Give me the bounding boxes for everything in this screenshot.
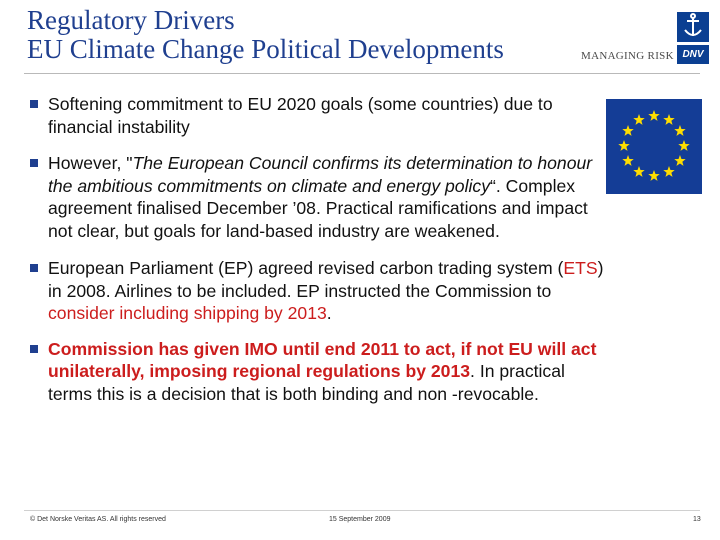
flag-star-icon [618,140,629,151]
flag-star-icon [674,125,685,136]
bullet-item [30,338,605,406]
dnv-wordmark [677,45,709,64]
bullet-list [30,93,605,405]
bullet-item [30,152,605,242]
flag-star-icon [633,166,644,177]
council-quote: The European Council confirms its determination to honour the ambitious commitments on climate and energy policy [48,153,593,196]
page-number: 13 [693,516,701,523]
dnv-logo-text: DNV [682,49,704,60]
bullet-text-part1: European Parliament (EP) agreed revised carbon trading system ( [48,258,564,278]
flag-star-icon [622,125,633,136]
flag-star-icon [633,114,644,125]
flag-star-icon [648,170,659,181]
square-bullet-icon [30,345,38,353]
page-title [27,6,567,64]
bullet-text-lead: However, " [48,153,133,173]
ets-highlight: ETS [563,258,598,278]
shipping-highlight: consider including shipping by 2013 [48,303,327,323]
title-line-1: Regulatory Drivers [27,5,235,35]
bullet-text-rest: . In practical terms this is a decision that is both binding and non -revocable. [48,361,565,404]
bullet-text: Softening commitment to EU 2020 goals (some countries) due to financial instability [48,94,553,137]
footer-copyright: © Det Norske Veritas AS. All rights reserved [30,516,166,523]
footer-divider [24,510,700,511]
flag-star-icon [678,140,689,151]
square-bullet-icon [30,264,38,272]
dnv-logo-icon [677,12,709,64]
flag-star-icon [622,155,633,166]
bullet-text-end: . [326,303,332,323]
square-bullet-icon [30,100,38,108]
flag-star-icon [648,110,659,121]
anchor-emblem-icon [677,12,709,42]
flag-star-icon [674,155,685,166]
flag-star-icon [663,166,674,177]
imo-deadline-highlight: Commission has given IMO until end 2011 to act, if not EU will act unilaterally, imposing regional regulations by 2013 [48,338,597,381]
bullet-text-part2: ) in 2008. Airlines to be included. EP instructed the Commission to [48,258,604,301]
footer-date: 15 September 2009 [329,516,391,523]
title-divider [24,73,700,74]
bullet-text-rest: “. Complex agreement finalised December ’08. Practical ramifications and impact not clear, but goals for land-based industry are weakened. [48,175,588,241]
title-line-2: EU Climate Change Political Developments [27,34,504,64]
managing-risk-tagline: MANAGING RISK [581,50,674,62]
eu-flag-icon [606,99,702,194]
square-bullet-icon [30,159,38,167]
bullet-item [30,93,605,138]
bullet-item [30,257,605,325]
flag-star-icon [663,114,674,125]
